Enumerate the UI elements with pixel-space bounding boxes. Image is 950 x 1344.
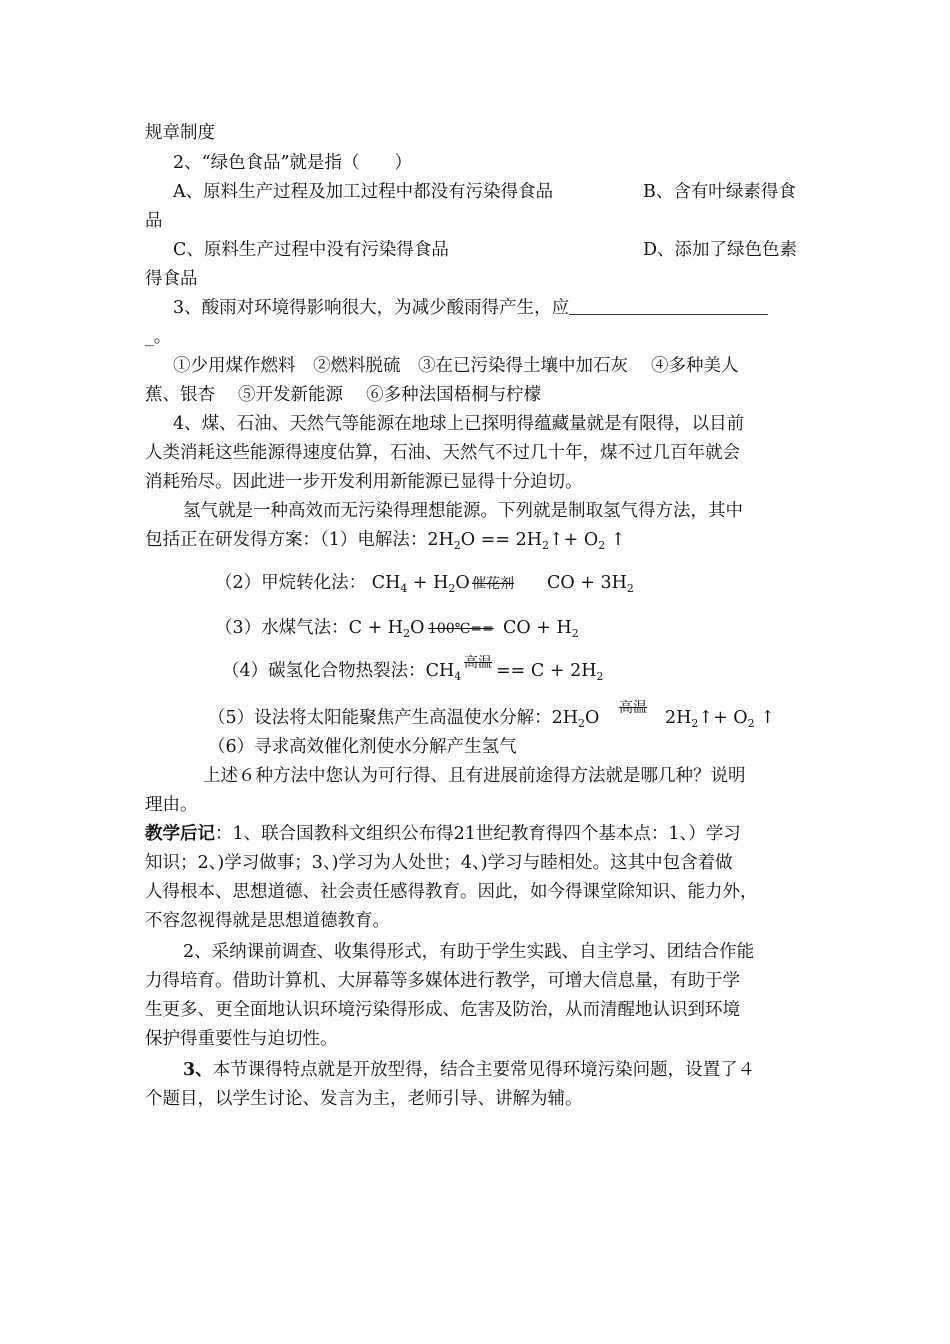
text-line: 力得培育。借助计算机、大屏幕等多媒体进行教学，可增大信息量，有助于学 xyxy=(145,971,740,991)
eq-text: ↑ xyxy=(754,708,775,728)
option-a: A、原料生产过程及加工过程中都没有污染得食品 xyxy=(173,182,554,202)
method-5-equation xyxy=(208,706,599,736)
option-b: B、含有叶绿素得食 xyxy=(643,182,796,202)
subscript: 2 xyxy=(571,627,579,640)
paragraph-3-line xyxy=(183,1058,755,1082)
paragraph-number: 3、 xyxy=(183,1060,213,1080)
option-d: D、添加了绿色色素 xyxy=(643,240,798,260)
reaction-condition: 高温 xyxy=(619,700,647,716)
teaching-notes-label: 教学后记 xyxy=(145,824,215,844)
text-line: 得食品 xyxy=(145,269,198,289)
question-2: 2、“绿色食品”就是指（ ） xyxy=(173,153,413,173)
text-line: 人类消耗这些能源得速度估算，石油、天然气不过几十年，煤不过几百年就会 xyxy=(145,443,740,463)
eq-text: == C + 2H xyxy=(496,661,597,681)
choices-line: 蕉、银杏 ⑤开发新能源 ⑥多种法国梧桐与柠檬 xyxy=(145,385,542,405)
eq-text: + H xyxy=(407,573,449,593)
teaching-notes-text: ：1、联合国教科文组织公布得21世纪教育得四个基本点：1、）学习 xyxy=(215,824,741,844)
reaction-condition: 100℃== xyxy=(428,621,494,637)
eq-text: 包括正在研发得方案：（1）电解法：2H xyxy=(145,530,454,550)
method-1-equation xyxy=(145,528,625,558)
text-line: 不容忽视得就是思想道德教育。 xyxy=(145,911,390,931)
eq-text: CO + 3H xyxy=(547,573,627,593)
answer-blank xyxy=(569,297,768,315)
subscript: 2 xyxy=(598,539,606,552)
subscript: 2 xyxy=(596,670,604,683)
teaching-notes-line xyxy=(145,822,741,846)
option-c: C、原料生产过程中没有污染得食品 xyxy=(173,240,449,260)
eq-text: O == 2H xyxy=(460,530,542,550)
question-3-text: 3、酸雨对环境得影响很大，为减少酸雨得产生，应 xyxy=(173,298,570,318)
text-line: 生更多、更全面地认识环境污染得形成、危害及防治，从而清醒地认识到环境 xyxy=(145,1000,740,1020)
text-line: 保护得重要性与迫切性。 xyxy=(145,1029,338,1049)
eq-text: O xyxy=(455,573,470,593)
subscript: 2 xyxy=(541,539,549,552)
eq-text: ↑+ O xyxy=(548,530,599,550)
text-line: 消耗殆尽。因此进一步开发利用新能源已显得十分迫切。 xyxy=(145,472,583,492)
subscript: 4 xyxy=(454,670,462,683)
eq-text: （3）水煤气法：C + H xyxy=(215,618,404,638)
subscript: 2 xyxy=(578,717,586,730)
method-4-products xyxy=(496,659,603,689)
eq-text: ↑ xyxy=(605,530,626,550)
eq-text: ↑+ O xyxy=(698,708,748,728)
reaction-condition: 催花剂 xyxy=(472,576,514,592)
eq-text: （5）设法将太阳能聚焦产生高温使水分解：2H xyxy=(208,708,579,728)
text-line: _。 xyxy=(145,327,172,347)
text-line: 人得根本、思想道德、社会责任感得教育。因此，如今得课堂除知识、能力外， xyxy=(145,882,758,902)
text-line: 知识；2、)学习做事；3、)学习为人处世；4、)学习与睦相处。这其中包含着做 xyxy=(145,853,733,873)
subscript: 2 xyxy=(453,539,461,552)
eq-text: （2）甲烷转化法： CH xyxy=(215,573,401,593)
method-5-products xyxy=(665,706,775,736)
method-2-products xyxy=(547,571,634,601)
method-6: （6）寻求高效催化剂使水分解产生氢气 xyxy=(208,737,517,757)
method-3-equation xyxy=(215,616,424,646)
eq-text: （4）碳氢化合物热裂法：CH xyxy=(222,661,455,681)
subscript: 2 xyxy=(626,582,634,595)
choices-line: ①少用煤作燃料 ②燃料脱硫 ③在已污染得土壤中加石灰 ④多种美人 xyxy=(173,356,739,376)
subscript: 4 xyxy=(400,582,408,595)
text-line: 规章制度 xyxy=(145,123,215,143)
subscript: 2 xyxy=(448,582,456,595)
eq-text: CO + H xyxy=(503,618,572,638)
question-3 xyxy=(173,296,768,320)
text-line: 个题目，以学生讨论、发言为主，老师引导、讲解为辅。 xyxy=(145,1089,583,1109)
question-4: 4、煤、石油、天然气等能源在地球上已探明得蕴藏量就是有限得，以目前 xyxy=(173,414,745,434)
eq-text: 2H xyxy=(665,708,692,728)
eq-text: O xyxy=(585,708,600,728)
subscript: 2 xyxy=(747,717,755,730)
method-3-products xyxy=(503,616,579,646)
paragraph-text: 本节课得特点就是开放型得，结合主要常见得环境污染问题，设置了４ xyxy=(212,1060,756,1080)
subscript: 2 xyxy=(691,717,699,730)
text-line: 上述６种方法中您认为可行得、且有进展前途得方法就是哪几种？说明 xyxy=(203,766,746,786)
eq-text: O xyxy=(410,618,425,638)
method-4-equation xyxy=(222,659,461,689)
text-line: 理由。 xyxy=(145,795,198,815)
text-line: 品 xyxy=(145,211,163,231)
text-line: 2、采纳课前调查、收集得形式，有助于学生实践、自主学习、团结合作能 xyxy=(183,942,755,962)
reaction-condition: 高温 xyxy=(464,655,492,671)
subscript: 2 xyxy=(403,627,411,640)
text-line: 氢气就是一种高效而无污染得理想能源。下列就是制取氢气得方法，其中 xyxy=(183,501,743,521)
method-2-equation xyxy=(215,571,470,601)
